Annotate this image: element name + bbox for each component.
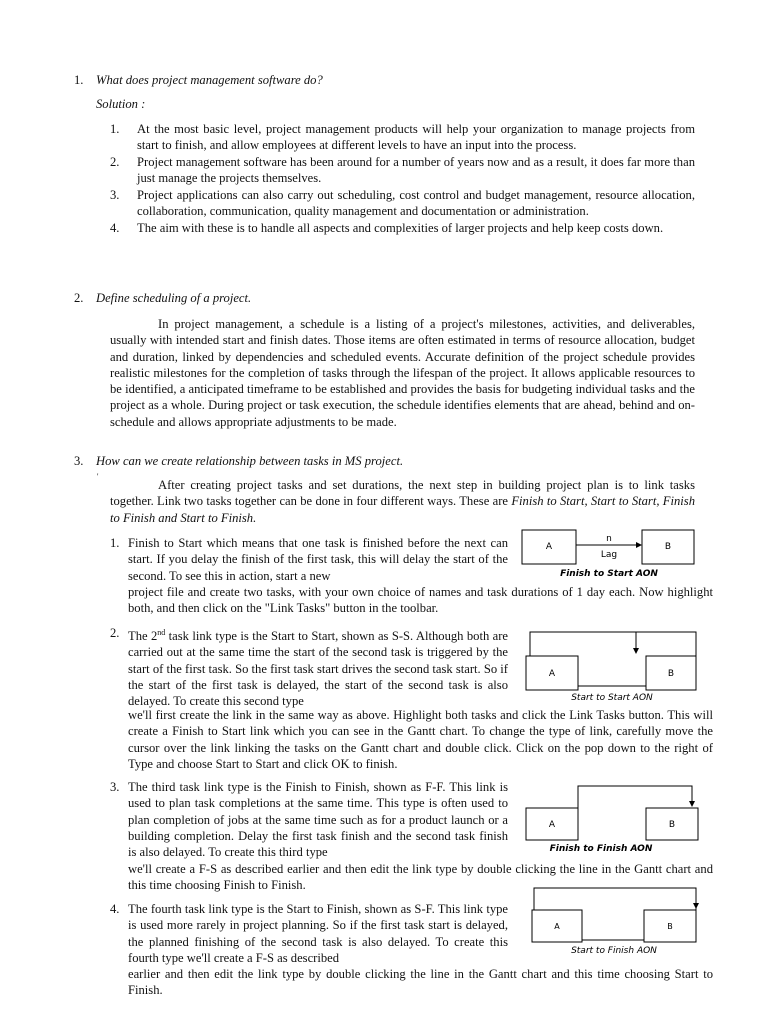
start-to-finish-diagram — [530, 886, 706, 958]
item-text-continued: earlier and then edit the link type by double clicking the line in the Gantt chart and this time choosing Start to Finish. — [128, 967, 713, 998]
intro-link-types: Finish to Start, Start to Start, Finish to Finish and Start to Finish. — [110, 494, 695, 525]
item-text: At the most basic level, project management products will help your organization to manage projects from start to finish, and allow employees at different levels to have an input into the process. — [137, 122, 695, 152]
finish-to-finish-diagram — [524, 784, 704, 856]
finish-to-start-figure — [520, 526, 700, 582]
item-text-continued: project file and create two tasks, with your own choice of names and task durations of 1 day each. Now highlight both, and then click on the "Link Tasks" button in the toolbar. — [128, 585, 713, 616]
item-text-pre: The 2 — [128, 629, 158, 644]
stray-mark: ' — [97, 472, 99, 481]
question-3 — [74, 454, 403, 469]
arrow-head — [693, 903, 699, 909]
finish-to-finish-figure — [524, 784, 704, 856]
question-text: How can we create relationship between tasks in MS project. — [96, 454, 404, 468]
question-1 — [74, 73, 323, 88]
item-text: The aim with these is to handle all aspects and complexities of larger projects and help keep costs down. — [137, 221, 664, 235]
item-text-continued: we'll first create the link in the same way as above. Highlight both tasks and click the Link Tasks button. This will create a Finish to Start link which you can see in the Gantt chart. To change the type of link, carefully move the cursor over the link linking the tasks on the Gantt chart and double click. Click on the pop down to the right of Type and choose Start to Start and click OK to finish. — [128, 708, 713, 771]
diagram-caption: Finish to Start AON — [560, 569, 658, 579]
item-number: 1. — [110, 122, 120, 136]
question-number: 2. — [74, 291, 84, 305]
item-number: 2. — [110, 626, 120, 640]
item-number: 2. — [110, 155, 120, 169]
task-a-label: A — [554, 922, 560, 931]
item-text-continued: we'll create a F-S as described earlier and then edit the link type by double clicking the line in the Gantt chart and this time choosing Finish to Finish. — [128, 862, 713, 893]
question-2 — [74, 291, 251, 306]
item-text: The third task link type is the Finish to Finish, shown as F-F. This link is used to plan task completions at the same time. This type is often used to plan completion of jobs at the same time such as for a product launch or a building completion. Delay the first task finish and the second task finish is also delayed. To create this third type — [128, 780, 508, 860]
answer-paragraph-2: In project management, a schedule is a listing of a project's milestones, activities, and deliverables, usually with intended start and finish dates. Those items are often estimated in terms of resource allocation, budget and duration, linked by dependencies and scheduled events. Accurate definition of the project schedule provides realistic milestones for the completion of tasks through the lifespan of the project. It allows applicable resources to be identified, a anticipated timeframe to be established and provides the basis for budgeting individual tasks and the project as a whole. During project or task execution, the schedule identifies elements that are ahead, behind and on-schedule and allows appropriate adjustments to be made. — [110, 317, 695, 429]
list-item — [110, 187, 695, 219]
lag-label: Lag — [600, 550, 618, 560]
item-number: 3. — [110, 188, 120, 202]
intro-paragraph-3 — [110, 477, 695, 526]
solution-label: Solution : — [96, 97, 146, 111]
item-number: 3. — [110, 780, 120, 794]
list-item — [110, 220, 695, 236]
item-text: The fourth task link type is the Start to Finish, shown as S-F. This link type is used more rarely in project planning. So if the first task start is delayed, the planned finishing of the second task is also delayed. To create this fourth type we'll create a F-S as described — [128, 902, 508, 965]
intro-text: After creating project tasks and set durations, the next step in building project plan is to link tasks together. Link two tasks together can be done in four different ways. These are — [110, 478, 695, 509]
diagram-caption: Start to Start AON — [571, 693, 653, 703]
item-text-main: task link type is the Start to Start, shown as S-S. Although both are carried out at the same time the start of the second task is triggered by the start of the first task. So the first task start drives the second task start. So if the start of the first task is delayed, the start of the second task is also delayed. To create this second type — [128, 629, 509, 709]
task-b-label: B — [667, 922, 673, 931]
list-item — [110, 154, 695, 186]
finish-to-start-diagram — [520, 526, 700, 582]
task-a-label: A — [548, 820, 556, 830]
link-line — [578, 786, 692, 808]
item-number: 1. — [110, 536, 120, 550]
task-b-label: B — [667, 669, 675, 679]
question-text: What does project management software do? — [96, 73, 323, 87]
task-a-label: A — [545, 542, 553, 552]
item-text: Finish to Start which means that one task is finished before the next can start. If you delay the finish of the first task, this will delay the start of the second. To see this in action, start a new — [128, 536, 508, 583]
start-to-start-diagram — [524, 630, 704, 704]
item-text: Project management software has been around for a number of years now and as a result, it does far more than just manage the projects themselves. — [137, 155, 695, 185]
ordinal-suffix: nd — [157, 628, 166, 637]
item-number: 4. — [110, 902, 120, 916]
task-b-label: B — [668, 820, 676, 830]
arrow-head — [633, 648, 639, 654]
diagram-caption: Finish to Finish AON — [549, 844, 653, 854]
start-to-start-figure — [524, 630, 704, 704]
item-number: 4. — [110, 221, 120, 235]
question-number: 3. — [74, 454, 84, 468]
task-a-label: A — [548, 669, 556, 679]
question-text: Define scheduling of a project. — [96, 291, 252, 305]
start-to-finish-figure — [530, 886, 706, 958]
lag-n-label: n — [606, 534, 612, 544]
question-number: 1. — [74, 73, 84, 87]
list-item — [110, 121, 695, 153]
arrow-head — [689, 801, 695, 807]
arrow-head — [636, 542, 642, 548]
task-b-label: B — [664, 542, 672, 552]
diagram-caption: Start to Finish AON — [571, 946, 657, 956]
item-text: Project applications can also carry out scheduling, cost control and budget management, resource allocation, collaboration, communication, quality management and documentation or administration. — [137, 188, 695, 218]
item-text — [110, 625, 508, 710]
answer-list-1 — [110, 121, 695, 237]
